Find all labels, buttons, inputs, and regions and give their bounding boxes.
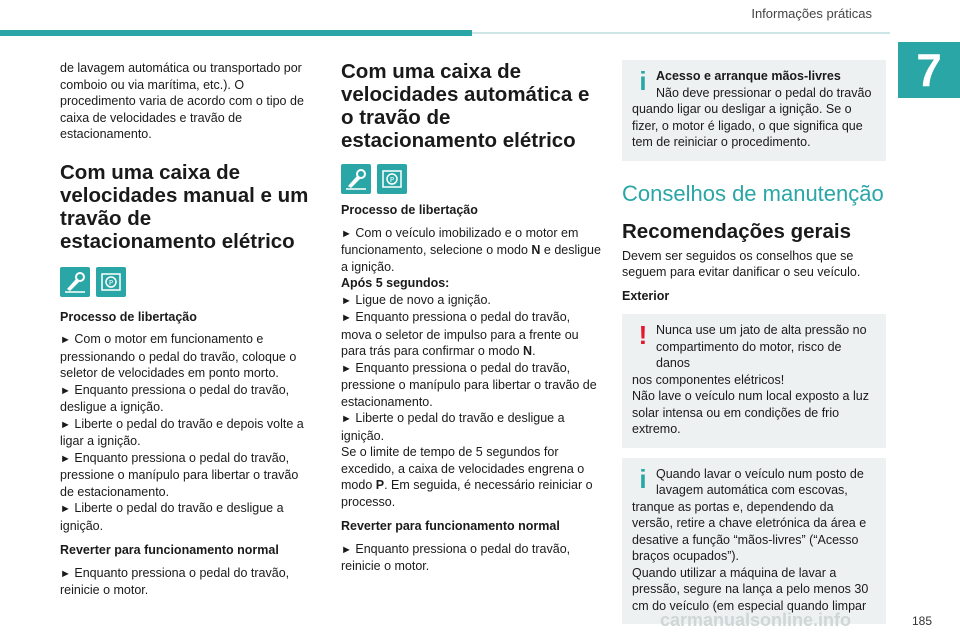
info-box-washing [622,458,886,625]
col3-intro: Devem ser seguidos os conselhos que se seguem para evitar danificar o seu veículo. [622,248,861,279]
col1-revert-heading: Reverter para funcionamento normal [60,543,279,557]
wrench-gear-icon [341,164,371,194]
parking-brake-icon [377,164,407,194]
col2-icons [341,164,603,194]
info2-rest: tranque as portas e, dependendo da versão, retire a chave eletrónica da área e desative a função “mãos-livres” (“Acesso braços ocupados”). [632,499,867,563]
col1-icons [60,267,310,297]
list-item: ► Liberte o pedal do travão e depois volte a ligar a ignição. [60,416,304,448]
info1-first: Não deve pressionar o pedal do travão [656,85,872,100]
list-item: ► Enquanto pressiona o pedal do travão, reinicie o motor. [60,565,290,597]
column-2 [341,60,603,575]
wrench-gear-icon [60,267,90,297]
col1-steps [60,331,310,534]
page-number: 185 [911,614,932,628]
exterior-heading: Exterior [622,288,670,303]
warn-second: Não lave o veículo num local exposto a luz solar intensa ou em condições de frio extremo. [632,389,869,436]
col1-release-heading: Processo de libertação [60,309,197,324]
svg-text:P: P [108,278,114,287]
column-3 [622,60,886,624]
parking-brake-icon [96,267,126,297]
section-header-title: Informações práticas [751,6,872,21]
col1-intro: de lavagem automática ou transportado por comboio ou via marítima, etc.). O procedimento varia de acordo com o tipo de caixa de velocidades e travão de estacionamento. [60,61,304,141]
info-icon: i [639,66,647,96]
list-item: ► Enquanto pressiona o pedal do travão, reinicie o motor. [341,541,571,573]
header-accent-bar [0,30,472,36]
column-1 [60,60,310,599]
col2-steps [341,225,603,511]
col2-timeout-note: Se o limite de tempo de 5 segundos for excedido, a caixa de velocidades engrena o modo P. Em seguida, é necessário reiniciar o processo. [341,445,593,509]
list-item: ► Liberte o pedal do travão e desligue a ignição. [341,411,565,443]
after-5-seconds-label: Após 5 segundos: [341,276,450,290]
warn-rest: nos componentes elétricos! [632,372,785,387]
list-item: ► Liberte o pedal do travão e desligue a ignição. [60,501,284,533]
col2-revert-heading: Reverter para funcionamento normal [341,519,560,533]
header-divider [472,32,890,34]
list-item: ► Com o motor em funcionamento e pressionando o pedal do travão, coloque o seletor de velocidades em ponto morto. [60,332,297,380]
watermark: carmanualsonline.info [660,610,852,630]
list-item: ► Enquanto pressiona o pedal do travão, mova o seletor de impulso para a frente ou para trás para confirmar o modo N. [341,310,579,358]
list-item: ► Com o veículo imobilizado e o motor em funcionamento, selecione o modo N e desligue a ignição. [341,225,601,274]
info2-first: Quando lavar o veículo num posto de lavagem automática com escovas, [656,466,864,497]
list-item: ► Enquanto pressiona o pedal do travão, pressione o manípulo para libertar o travão de estacionamento. [60,450,299,499]
info1-title: Acesso e arranque mãos-livres [656,69,841,83]
info-icon: i [639,463,647,494]
list-item: ► Enquanto pressiona o pedal do travão, pressione o manípulo para libertar o travão de estacionamento. [341,360,597,409]
col2-release-heading: Processo de libertação [341,203,478,217]
svg-text:P: P [389,176,395,184]
col2-heading: Com uma caixa de velocidades automática e o travão de estacionamento elétrico [341,60,590,152]
col3-heading: Recomendações gerais [622,219,852,243]
warn-first: Nunca use um jato de alta pressão no compartimento do motor, risco de danos [656,323,867,370]
list-item: ► Ligue de novo a ignição. [341,292,491,307]
info-box-handsfree [622,60,886,161]
col1-heading: Com uma caixa de velocidades manual e um travão de estacionamento elétrico [60,160,309,253]
chapter-badge: 7 [898,42,960,98]
list-item: ► Enquanto pressiona o pedal do travão, desligue a ignição. [60,382,290,414]
maintenance-section-title: Conselhos de manutenção [622,180,884,206]
warning-icon: ! [638,320,648,350]
warning-box-exterior [622,314,886,448]
info2-second: Quando utilizar a máquina de lavar a pressão, segure na lança a pelo menos 30 cm do veículo (em especial quando limpar [632,565,869,613]
info1-rest: quando ligar ou desligar a ignição. Se o fizer, o motor é ligado, o que significa que tem de reiniciar o procedimento. [632,102,863,149]
